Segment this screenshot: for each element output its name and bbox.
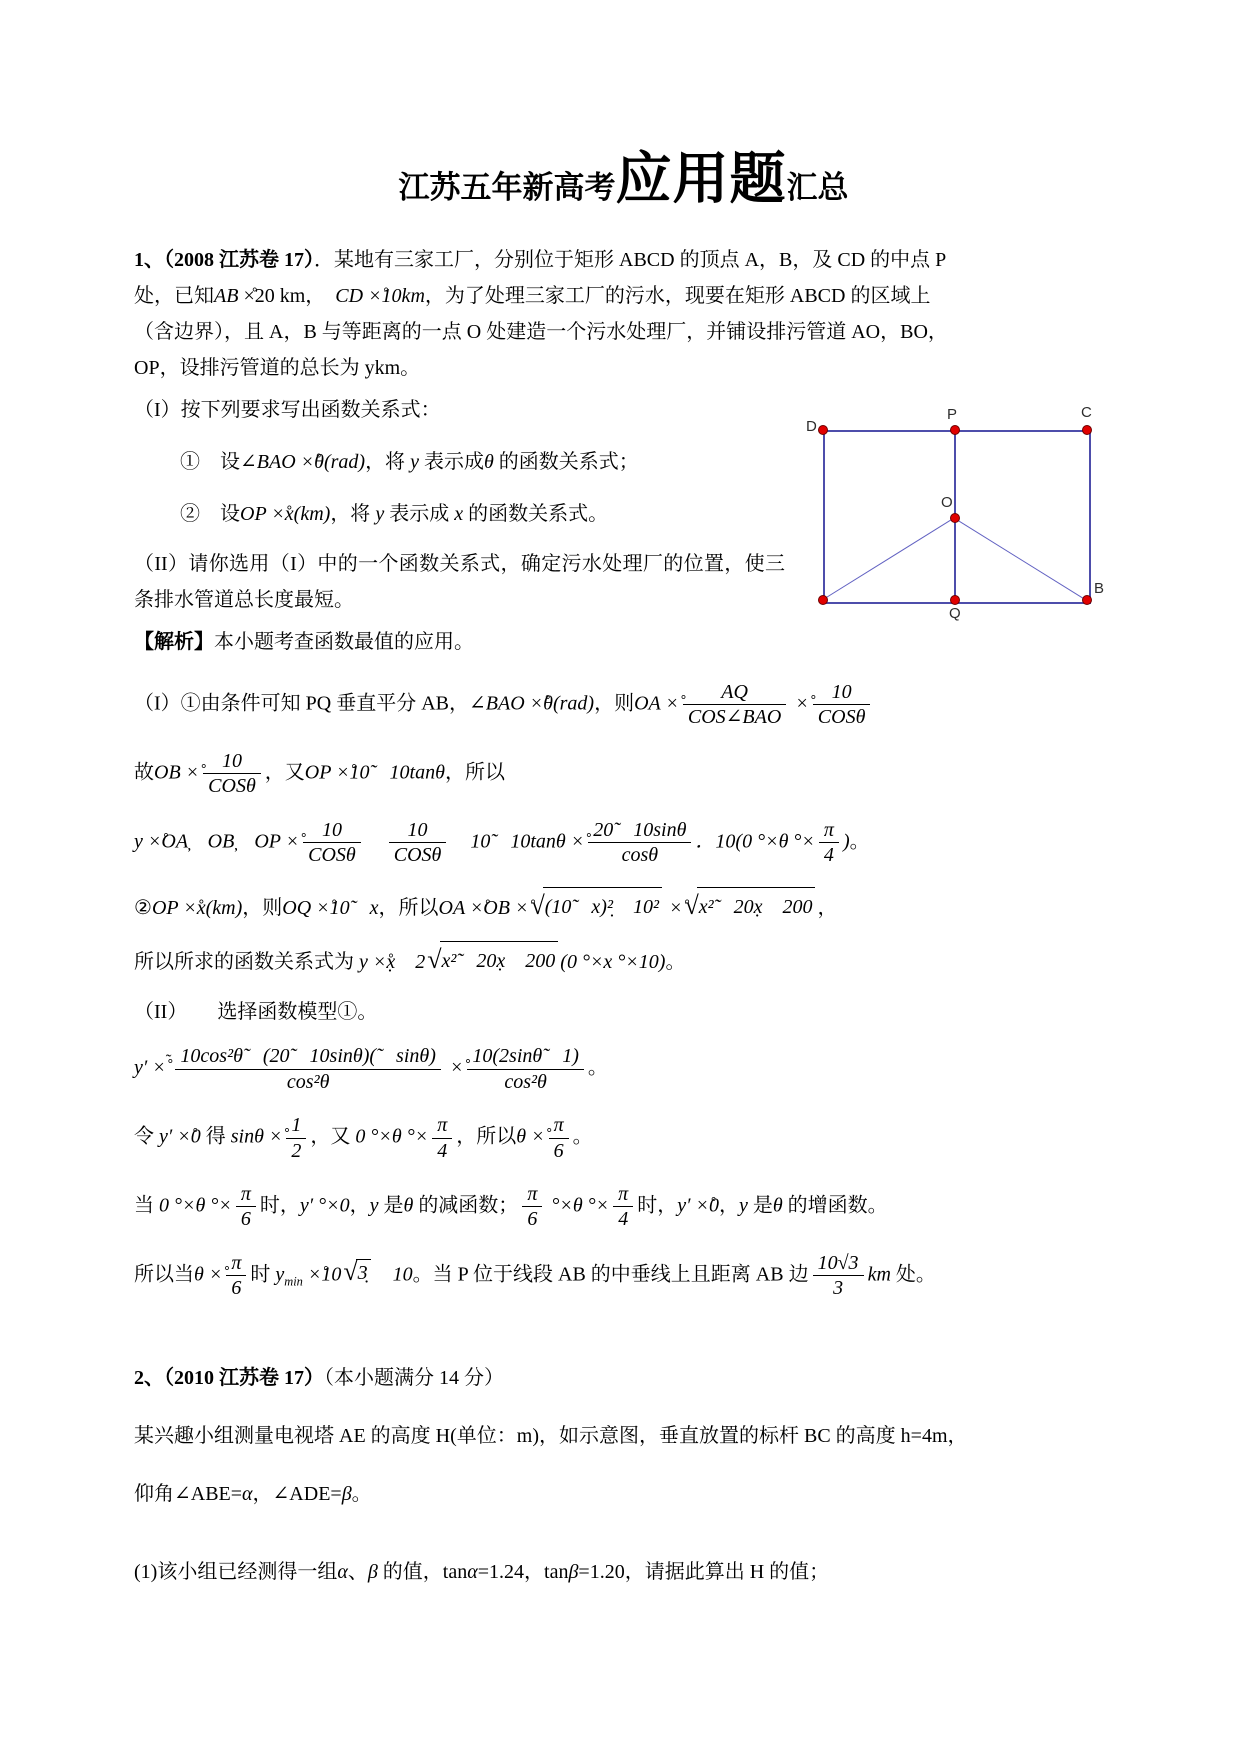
text-run: OP ×̊10̃ 10tanθ <box>304 761 445 784</box>
text-run: 仰角∠ABE= <box>134 1483 243 1506</box>
text-run: $\frac{\pi}{4}$ <box>432 1114 452 1162</box>
solution-line-8 <box>134 1114 1113 1162</box>
text-run: β <box>341 1483 352 1506</box>
solution-line-7 <box>134 1045 1113 1093</box>
vertex-dot-d <box>818 425 828 435</box>
text-run: ， <box>817 897 838 920</box>
text-run: 1、（2008 江苏卷 17） <box>134 249 314 271</box>
text-run: ×̊ <box>790 692 809 715</box>
text-run: ② 设 <box>180 503 240 525</box>
solution-line-6 <box>134 995 1113 1024</box>
text-run <box>365 830 385 852</box>
text-run: $\frac{AQ}{\text{COS∠BAO}}$ <box>683 681 786 729</box>
solution-line-3 <box>134 819 1113 867</box>
text-run: 的减函数； <box>413 1194 519 1217</box>
text-run: （II） 选择函数模型①。 <box>134 1001 378 1024</box>
text-run: √ x²̃ 20x̣ 200 <box>427 941 558 973</box>
text-run: y <box>410 451 419 473</box>
text-run: 的值，tan <box>377 1561 468 1584</box>
text-run: 时 <box>250 1263 276 1286</box>
text-run: y′ ×̊0 <box>677 1194 719 1217</box>
text-run: 。 <box>351 1483 372 1506</box>
text-run: 。 <box>587 1056 608 1079</box>
text-run: OP ×̊x(km) <box>151 897 243 920</box>
text-run: θ ×̊ <box>194 1263 223 1286</box>
text-run: OP ×̊x(km) <box>240 503 331 525</box>
problem2-heading <box>134 1360 1113 1396</box>
text-run: ∠BAO ×̊θ(rad) <box>240 451 366 473</box>
text-run: ，则 <box>242 897 283 920</box>
text-run: ∠BAO ×̊θ(rad) <box>469 692 595 715</box>
title-emphasis: 应用题 <box>615 149 787 211</box>
solution-line-5 <box>134 941 1113 974</box>
text-run: ， <box>718 1194 739 1217</box>
text-run: ，又 <box>310 1125 356 1148</box>
text-run: y <box>375 503 385 525</box>
text-run: 所以所求的函数关系式为 <box>134 951 359 974</box>
problem2-line3 <box>134 1554 1113 1590</box>
text-run: （本小题满分 14 分） <box>324 1367 504 1390</box>
text-run: ，为了处理三家工厂的污水，现要在矩形 ABCD 的区域上 <box>424 285 931 307</box>
problem2-line1 <box>134 1418 1113 1454</box>
text-run: ，则 <box>594 692 635 715</box>
text-run: ② <box>134 897 152 920</box>
vertex-label-c: C <box>1081 404 1092 421</box>
vertex-dot-o <box>950 513 960 523</box>
vertex-label-p: P <box>947 406 958 423</box>
text-run: 处。 <box>890 1263 936 1286</box>
text-run: OP，设排污管道的总长为 ykm。 <box>134 357 421 379</box>
vertex-label-q: Q <box>949 605 961 622</box>
text-run: y <box>369 1194 379 1217</box>
text-run: 表示成 <box>418 451 484 473</box>
text-run: y′ °×0 <box>299 1194 350 1217</box>
problem2-line2 <box>134 1476 1113 1512</box>
text-run: ×̊10 <box>302 1263 342 1286</box>
text-run: 。 <box>665 951 686 974</box>
solution-line-2 <box>134 750 1113 798</box>
text-run: km <box>867 1263 891 1286</box>
text-run: OA ×̊ <box>634 692 679 715</box>
text-run: $\frac{\pi}{6}$ <box>522 1183 542 1231</box>
text-run: CD ×̊10km <box>335 285 425 307</box>
text-run: 得 <box>200 1125 231 1148</box>
text-run: ，所以 <box>456 1125 517 1148</box>
text-run: （I）①由条件可知 PQ 垂直平分 AB， <box>134 692 470 715</box>
text-run: °× <box>546 1194 573 1217</box>
text-run: =1.20，请据此算出 H 的值； <box>578 1561 830 1584</box>
text-run: 表示成 <box>384 503 455 525</box>
title-suffix: 汇总 <box>786 170 849 205</box>
text-run: 时， <box>259 1194 300 1217</box>
text-run: 。当 P 位于线段 AB 的中垂线上且距离 AB 边 <box>412 1263 809 1286</box>
text-run: $\frac{\pi}{6}$ <box>236 1183 256 1231</box>
text-run: 故 <box>134 761 154 784</box>
text-run: $\frac{10}{\text{COSθ}}$ <box>203 750 261 798</box>
text-run: （I）按下列要求写出函数关系式： <box>134 399 441 421</box>
text-run: 的函数关系式； <box>493 451 639 473</box>
text-run: θ <box>772 1194 783 1217</box>
text-run: α <box>337 1561 348 1584</box>
text-run: ， <box>349 1194 370 1217</box>
text-run: 当 <box>134 1194 159 1217</box>
text-run: 时， <box>637 1194 678 1217</box>
text-run: （含边界），且 A，B 与等距离的一点 O 处建造一个污水处理厂，并铺设排污管道 AO，BO， <box>134 321 948 343</box>
title-prefix: 江苏五年新高考 <box>398 170 616 205</box>
text-run: ，所以 <box>378 897 439 920</box>
text-run: y′ ×̊0 <box>159 1125 201 1148</box>
vertex-dot-a <box>818 595 828 605</box>
text-run: 是 <box>378 1194 404 1217</box>
text-run: $\frac{10}{\text{COSθ}}$ <box>303 819 361 867</box>
text-run: sinθ ×̊ <box>230 1125 283 1148</box>
text-run: 【解析】 <box>134 631 214 653</box>
text-run: $\frac{\pi}{6}$ <box>549 1114 569 1162</box>
text-run: $\frac{\pi}{4}$ <box>613 1183 633 1231</box>
text-run: OB ×̊ <box>154 761 200 784</box>
text-run: (1)该小组已经测得一组 <box>134 1561 338 1584</box>
text-run: $\frac{1}{2}$ <box>286 1114 306 1162</box>
text-run: (0 °×x °×10) <box>560 951 666 974</box>
vertex-label-b: B <box>1094 580 1105 597</box>
text-run: θ <box>483 451 494 473</box>
text-run: 0 °×θ °× <box>355 1125 429 1148</box>
text-run: √ (10̃ x)²̣ 10² <box>530 887 661 919</box>
text-run: ． <box>695 830 716 853</box>
text-run: x <box>454 503 464 525</box>
text-run: 的函数关系式。 <box>463 503 609 525</box>
text-run: y′ ×̊ <box>134 1056 166 1079</box>
text-run: θ °× <box>572 1194 610 1217</box>
vertex-dot-q <box>950 595 960 605</box>
page-title <box>134 148 1113 220</box>
text-run: 的增函数。 <box>782 1194 888 1217</box>
text-run: ˜ <box>165 1051 172 1071</box>
solution-line-9 <box>134 1183 1113 1231</box>
text-run: √ x²̃ 20x̣ 200 <box>684 887 815 919</box>
text-run: $\frac{10√3}{3}$ <box>813 1252 864 1300</box>
text-run: $\frac{\pi}{4}$ <box>819 819 839 867</box>
text-run: 某兴趣小组测量电视塔 AE 的高度 H(单位：m)，如示意图，垂直放置的标杆 BC 的高度 h=4m， <box>134 1425 968 1448</box>
text-run: ，又 <box>264 761 305 784</box>
text-run: ×̊ <box>444 1056 464 1079</box>
text-run: OA ×̊OB ×̊ <box>438 897 529 920</box>
text-run: 所以当 <box>134 1263 194 1286</box>
text-run: ×̊20 km， <box>238 285 336 307</box>
text-run: ，将 <box>330 503 376 525</box>
text-run: 。 <box>849 830 870 853</box>
text-run: y <box>275 1263 285 1286</box>
text-run: （II）请你选用（I）中的一个函数关系式，确定污水处理厂的位置，使三条排水管道总长度最短。 <box>134 553 785 611</box>
text-run: β <box>367 1561 378 1584</box>
text-run: 是 <box>747 1194 773 1217</box>
text-run: 本小题考查函数最值的应用。 <box>214 631 474 653</box>
text-run: $\frac{\pi}{6}$ <box>226 1252 246 1300</box>
text-run: 10̃ 10tanθ ×̊ <box>470 830 585 853</box>
text-run: 。 <box>572 1125 593 1148</box>
text-run: y ×̊ <box>134 830 162 853</box>
text-run: α <box>242 1483 253 1506</box>
text-run: =1.24，tan <box>477 1561 569 1584</box>
problem1-statement <box>134 242 1113 386</box>
text-run: 处，已知 <box>134 285 214 307</box>
text-run: 10(0 °×θ °× <box>715 830 815 853</box>
geometry-figure <box>803 402 1113 630</box>
text-run: ) <box>842 830 850 853</box>
text-run: √ 3̣ <box>343 1259 370 1285</box>
text-run: $\frac{\text{10cos²θ̃ (20̃ 10sinθ)(̃ sinθ)}}{\text{cos²θ}}$ <box>175 1045 440 1093</box>
solution-line-1 <box>134 681 1113 729</box>
text-run: 0 °×θ °× <box>159 1194 232 1217</box>
text-run: AB <box>214 285 239 307</box>
text-run: ，∠ADE= <box>252 1483 342 1506</box>
solution-line-4 <box>134 887 1113 920</box>
text-run: β <box>568 1561 579 1584</box>
vertex-dot-c <box>1082 425 1092 435</box>
vertex-dot-p <box>950 425 960 435</box>
vertex-label-o: O <box>941 494 953 511</box>
text-run: $\frac{10}{\text{COSθ}}$ <box>389 819 447 867</box>
text-run: OQ ×̊10̃ x <box>282 897 379 920</box>
text-run: min <box>284 1274 303 1289</box>
text-run: y <box>738 1194 748 1217</box>
text-run: ，所以 <box>444 761 505 784</box>
vertex-label-d: D <box>806 418 817 435</box>
text-run: α <box>467 1561 478 1584</box>
text-run: $\frac{20̃ 10\sin\theta}{\cos\theta}$ <box>588 819 691 867</box>
text-run: θ <box>403 1194 414 1217</box>
text-run: $\frac{10}{\text{COSθ}}$ <box>813 681 871 729</box>
solution-line-10 <box>134 1252 1113 1300</box>
text-run: ×̊ <box>663 897 683 920</box>
text-run: 、 <box>347 1561 368 1584</box>
text-run: OA̦ OB̦ OP ×̊ <box>161 830 300 853</box>
text-run <box>450 830 470 852</box>
text-run: 令 <box>134 1125 159 1148</box>
text-run: 2、（2010 江苏卷 17） <box>134 1367 324 1390</box>
text-run: y ×̊x̣ 2 <box>359 951 426 974</box>
text-run: ．某地有三家工厂，分别位于矩形 ABCD 的顶点 A，B，及 CD 的中点 P <box>314 249 947 271</box>
vertex-dot-b <box>1082 595 1092 605</box>
text-run: θ ×̊ <box>516 1125 545 1148</box>
text-run: 10 <box>372 1263 413 1286</box>
text-run: ，将 <box>365 451 411 473</box>
text-run: $\frac{10(2\sin\thetã 1)}{\text{cos²θ}}$ <box>467 1045 583 1093</box>
text-run: ① 设 <box>180 451 240 473</box>
